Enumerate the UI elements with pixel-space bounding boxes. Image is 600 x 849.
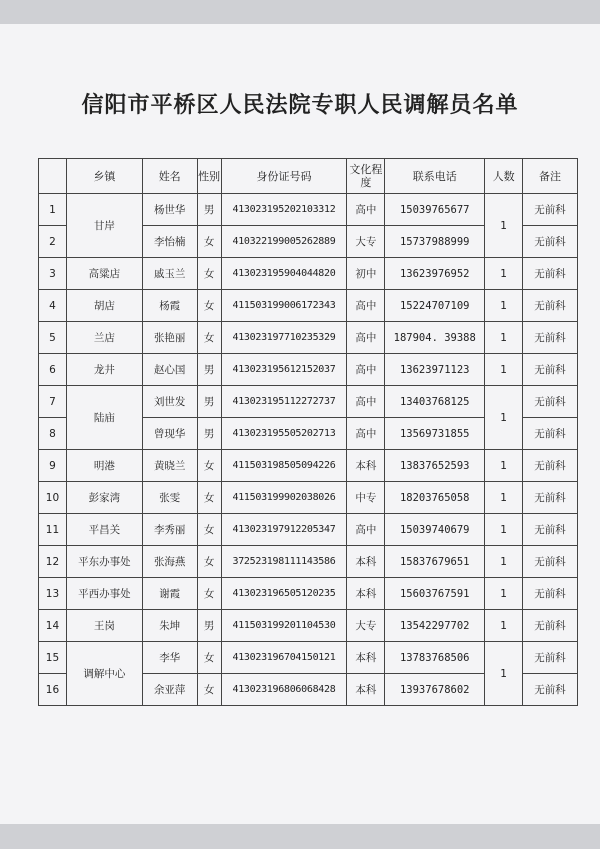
cell-education: 高中 (347, 418, 385, 450)
cell-no: 14 (39, 610, 67, 642)
cell-remark: 无前科 (523, 290, 578, 322)
cell-count: 1 (485, 194, 523, 258)
cell-id: 413023196806068428 (221, 674, 347, 706)
cell-remark: 无前科 (523, 386, 578, 418)
cell-gender: 男 (197, 354, 221, 386)
cell-id: 413023196505120235 (221, 578, 347, 610)
cell-id: 413023197710235329 (221, 322, 347, 354)
header-town: 乡镇 (66, 159, 142, 194)
cell-count: 1 (485, 610, 523, 642)
cell-phone: 13837652593 (385, 450, 485, 482)
cell-gender: 女 (197, 514, 221, 546)
cell-town: 甘岸 (66, 194, 142, 258)
cell-name: 曾现华 (142, 418, 197, 450)
cell-id: 413023195202103312 (221, 194, 347, 226)
cell-name: 戚玉兰 (142, 258, 197, 290)
cell-name: 杨霞 (142, 290, 197, 322)
cell-no: 3 (39, 258, 67, 290)
cell-gender: 女 (197, 482, 221, 514)
cell-remark: 无前科 (523, 258, 578, 290)
cell-gender: 女 (197, 546, 221, 578)
table-header-row (39, 159, 578, 194)
cell-id: 411503198505094226 (221, 450, 347, 482)
cell-remark: 无前科 (523, 546, 578, 578)
cell-name: 谢霞 (142, 578, 197, 610)
table-row (39, 450, 578, 482)
cell-remark: 无前科 (523, 226, 578, 258)
cell-count: 1 (485, 514, 523, 546)
cell-id: 413023196704150121 (221, 642, 347, 674)
cell-no: 5 (39, 322, 67, 354)
header-no (39, 159, 67, 194)
cell-no: 13 (39, 578, 67, 610)
cell-id: 372523198111143586 (221, 546, 347, 578)
table-row (39, 194, 578, 226)
header-gender: 性别 (197, 159, 221, 194)
cell-phone: 13937678602 (385, 674, 485, 706)
cell-phone: 15039765677 (385, 194, 485, 226)
cell-no: 10 (39, 482, 67, 514)
cell-remark: 无前科 (523, 354, 578, 386)
cell-gender: 男 (197, 194, 221, 226)
cell-remark: 无前科 (523, 610, 578, 642)
cell-remark: 无前科 (523, 194, 578, 226)
cell-education: 高中 (347, 354, 385, 386)
table-row (39, 482, 578, 514)
header-education: 文化程度 (347, 159, 385, 194)
table-row (39, 642, 578, 674)
table-row (39, 546, 578, 578)
cell-education: 本科 (347, 546, 385, 578)
cell-id: 410322199005262889 (221, 226, 347, 258)
cell-name: 李秀丽 (142, 514, 197, 546)
cell-gender: 女 (197, 226, 221, 258)
table-row (39, 386, 578, 418)
cell-gender: 男 (197, 386, 221, 418)
cell-phone: 15837679651 (385, 546, 485, 578)
cell-remark: 无前科 (523, 642, 578, 674)
cell-gender: 女 (197, 290, 221, 322)
header-count: 人数 (485, 159, 523, 194)
cell-id: 411503199201104530 (221, 610, 347, 642)
cell-count: 1 (485, 450, 523, 482)
table-row (39, 354, 578, 386)
cell-gender: 女 (197, 674, 221, 706)
cell-count: 1 (485, 290, 523, 322)
cell-remark: 无前科 (523, 418, 578, 450)
cell-name: 杨世华 (142, 194, 197, 226)
table-row (39, 578, 578, 610)
cell-remark: 无前科 (523, 482, 578, 514)
cell-education: 初中 (347, 258, 385, 290)
cell-no: 16 (39, 674, 67, 706)
cell-no: 6 (39, 354, 67, 386)
cell-remark: 无前科 (523, 450, 578, 482)
cell-id: 411503199006172343 (221, 290, 347, 322)
header-remark: 备注 (523, 159, 578, 194)
cell-no: 1 (39, 194, 67, 226)
cell-name: 李华 (142, 642, 197, 674)
cell-no: 9 (39, 450, 67, 482)
header-name: 姓名 (142, 159, 197, 194)
cell-name: 黄晓兰 (142, 450, 197, 482)
cell-phone: 18203765058 (385, 482, 485, 514)
cell-education: 本科 (347, 642, 385, 674)
cell-count: 1 (485, 642, 523, 706)
cell-gender: 女 (197, 450, 221, 482)
cell-town: 明港 (66, 450, 142, 482)
cell-name: 张海燕 (142, 546, 197, 578)
cell-education: 本科 (347, 578, 385, 610)
cell-education: 高中 (347, 194, 385, 226)
cell-name: 张雯 (142, 482, 197, 514)
cell-education: 本科 (347, 674, 385, 706)
cell-count: 1 (485, 482, 523, 514)
cell-no: 15 (39, 642, 67, 674)
cell-id: 413023195612152037 (221, 354, 347, 386)
cell-phone: 13623971123 (385, 354, 485, 386)
cell-name: 余亚萍 (142, 674, 197, 706)
cell-count: 1 (485, 546, 523, 578)
cell-phone: 13783768506 (385, 642, 485, 674)
cell-education: 高中 (347, 514, 385, 546)
table-row (39, 290, 578, 322)
cell-no: 11 (39, 514, 67, 546)
mediator-table (38, 158, 578, 706)
table-row (39, 322, 578, 354)
cell-name: 张艳丽 (142, 322, 197, 354)
cell-education: 高中 (347, 386, 385, 418)
cell-no: 8 (39, 418, 67, 450)
cell-town: 胡店 (66, 290, 142, 322)
cell-town: 高粱店 (66, 258, 142, 290)
cell-no: 12 (39, 546, 67, 578)
cell-remark: 无前科 (523, 514, 578, 546)
cell-id: 411503199902038026 (221, 482, 347, 514)
cell-education: 高中 (347, 290, 385, 322)
cell-education: 高中 (347, 322, 385, 354)
header-id: 身份证号码 (221, 159, 347, 194)
cell-gender: 男 (197, 610, 221, 642)
cell-count: 1 (485, 258, 523, 290)
cell-name: 朱坤 (142, 610, 197, 642)
cell-phone: 13542297702 (385, 610, 485, 642)
cell-id: 413023195904044820 (221, 258, 347, 290)
table-row (39, 258, 578, 290)
header-phone: 联系电话 (385, 159, 485, 194)
cell-town: 兰店 (66, 322, 142, 354)
cell-town: 彭家湾 (66, 482, 142, 514)
cell-town: 龙井 (66, 354, 142, 386)
cell-town: 王岗 (66, 610, 142, 642)
cell-id: 413023195505202713 (221, 418, 347, 450)
cell-education: 大专 (347, 226, 385, 258)
cell-gender: 女 (197, 578, 221, 610)
cell-remark: 无前科 (523, 578, 578, 610)
cell-education: 本科 (347, 450, 385, 482)
cell-phone: 15224707109 (385, 290, 485, 322)
cell-remark: 无前科 (523, 322, 578, 354)
cell-education: 中专 (347, 482, 385, 514)
cell-phone: 13623976952 (385, 258, 485, 290)
cell-id: 413023195112272737 (221, 386, 347, 418)
cell-education: 大专 (347, 610, 385, 642)
cell-name: 刘世发 (142, 386, 197, 418)
cell-no: 2 (39, 226, 67, 258)
cell-remark: 无前科 (523, 674, 578, 706)
cell-count: 1 (485, 578, 523, 610)
cell-gender: 女 (197, 642, 221, 674)
cell-id: 413023197912205347 (221, 514, 347, 546)
cell-phone: 15737988999 (385, 226, 485, 258)
cell-no: 4 (39, 290, 67, 322)
cell-count: 1 (485, 322, 523, 354)
cell-count: 1 (485, 354, 523, 386)
cell-gender: 男 (197, 418, 221, 450)
cell-town: 平东办事处 (66, 546, 142, 578)
cell-gender: 女 (197, 258, 221, 290)
cell-name: 李怡楠 (142, 226, 197, 258)
cell-no: 7 (39, 386, 67, 418)
cell-phone: 13403768125 (385, 386, 485, 418)
cell-name: 赵心国 (142, 354, 197, 386)
cell-phone: 187904. 39388 (385, 322, 485, 354)
cell-phone: 13569731855 (385, 418, 485, 450)
cell-town: 平昌关 (66, 514, 142, 546)
table-row (39, 610, 578, 642)
cell-gender: 女 (197, 322, 221, 354)
table-row (39, 514, 578, 546)
cell-phone: 15603767591 (385, 578, 485, 610)
cell-town: 平西办事处 (66, 578, 142, 610)
cell-town: 陆庙 (66, 386, 142, 450)
page-title: 信阳市平桥区人民法院专职人民调解员名单 (81, 93, 519, 118)
cell-phone: 15039740679 (385, 514, 485, 546)
cell-town: 调解中心 (66, 642, 142, 706)
cell-count: 1 (485, 386, 523, 450)
